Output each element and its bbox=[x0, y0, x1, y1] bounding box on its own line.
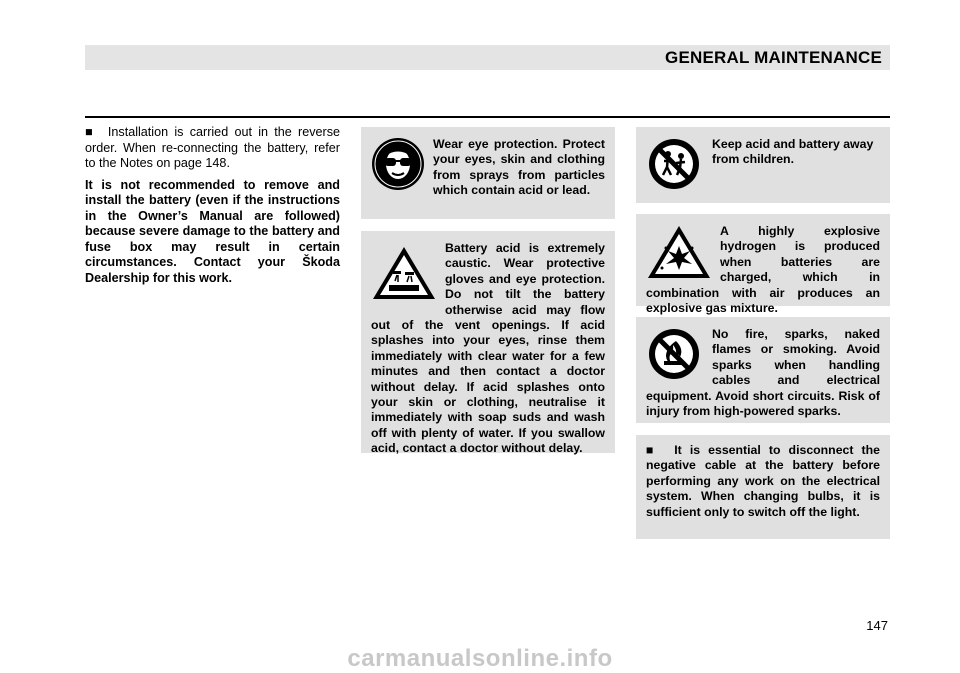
caustic-warning-icon bbox=[371, 245, 437, 301]
children-warning-text: Keep acid and battery away from children. bbox=[712, 137, 874, 167]
children-warning-box bbox=[636, 127, 890, 203]
disconnect-box bbox=[636, 435, 890, 539]
left-column bbox=[85, 125, 340, 292]
installation-paragraph bbox=[85, 125, 340, 172]
explosion-warning-icon bbox=[646, 224, 712, 280]
bullet-square: ■ bbox=[646, 443, 659, 457]
disconnect-text: It is essential to disconnect the negative cable at the battery before performing any work on the electrical system. When changing bulbs, it is sufficient only to switch off the light. bbox=[646, 443, 880, 519]
battery-acid-text: Battery acid is extremely caustic. Wear protective gloves and eye protection. Do not tilt the battery otherwise acid may flow out of the vent openings. If acid splashes into your eyes, rinse them immediately with clear water for a few minutes and then contact a doctor without delay. If acid splashes onto your skin or clothing, neutralise it immediately with soap suds and wash off with plenty of water. If you swallow acid, contact a doctor without delay. bbox=[371, 241, 605, 456]
header-bar bbox=[85, 45, 890, 70]
no-children-icon bbox=[646, 137, 704, 191]
goggles-icon bbox=[371, 137, 425, 191]
bullet-square: ■ bbox=[85, 125, 96, 139]
explosive-gas-text: A highly explosive hydrogen is produced when batteries are charged, which in combination with air produces an explosive gas mixture. bbox=[646, 224, 880, 316]
no-fire-box bbox=[636, 317, 890, 423]
page-number: 147 bbox=[866, 618, 888, 633]
no-fire-icon bbox=[646, 327, 704, 381]
header-rule bbox=[85, 116, 890, 118]
explosive-gas-box bbox=[636, 214, 890, 316]
section-title: GENERAL MAINTENANCE bbox=[665, 48, 882, 67]
eye-protection-text: Wear eye protection. Protect your eyes, skin and clothing from sprays from particles which contain acid or lead. bbox=[433, 137, 605, 198]
disconnect-paragraph bbox=[646, 443, 880, 520]
installation-text: Installation is carried out in the reverse order. When re-connecting the battery, refer to the Notes on page 148. bbox=[85, 125, 341, 170]
eye-protection-box bbox=[361, 127, 615, 219]
watermark-text: carmanualsonline.info bbox=[347, 645, 613, 672]
battery-acid-box bbox=[361, 231, 615, 456]
no-fire-text: No fire, sparks, naked flames or smoking. Avoid sparks when handling cables and electrical equipment. Avoid short circuits. Risk of injury from high-powered sparks. bbox=[646, 327, 880, 419]
recommendation-paragraph: It is not recommended to remove and install the battery (even if the instructions in the Owner’s Manual are followed) because severe damage to the battery and fuse box may result in certain circumstances. Contact your Škoda Dealership for this work. bbox=[85, 177, 340, 285]
